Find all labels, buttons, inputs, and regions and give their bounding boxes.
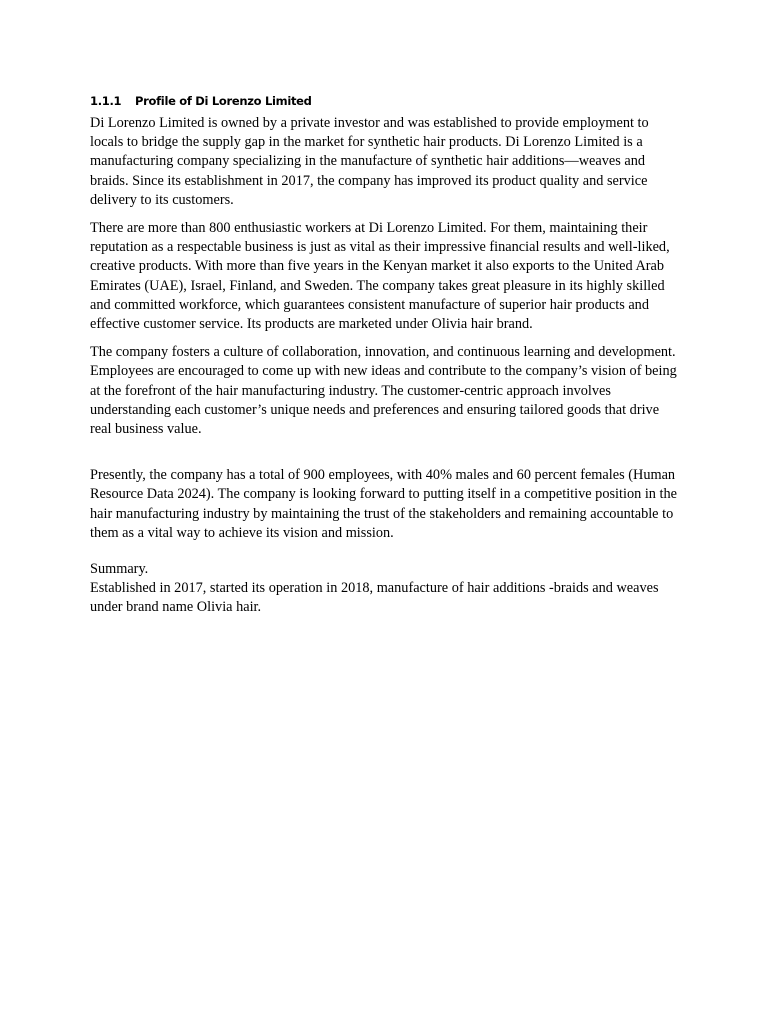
- section-title: Profile of Di Lorenzo Limited: [135, 94, 312, 108]
- paragraph-intro: Di Lorenzo Limited is owned by a private investor and was established to provide employment to locals to bridge the supply gap in the market for synthetic hair products. Di Lorenzo Limited is a manufacturing company specializing in the manufacture of synthetic hair additions—weaves and braids. Since its establishment in 2017, the company has improved its product quality and service delivery to its customers.: [90, 115, 649, 208]
- summary-block: [90, 560, 682, 618]
- paragraph-workforce: There are more than 800 enthusiastic workers at Di Lorenzo Limited. For them, maintaining their reputation as a respectable business is just as vital as their impressive financial results and well-liked, creative products. With more than five years in the Kenyan market it also exports to the United Arab Emirates (UAE), Israel, Finland, and Sweden. The company takes great pleasure in its highly skilled and committed workforce, which guarantees consistent manufacture of superior hair products and effective customer service. Its products are marketed under Olivia hair brand.: [90, 220, 670, 333]
- summary-title: Summary.: [90, 561, 149, 578]
- section-number: 1.1.1: [90, 94, 122, 108]
- paragraph-employees: Presently, the company has a total of 900 employees, with 40% males and 60 percent females (Human Resource Data 2024). The company is looking forward to putting itself in a competitive position in the hair manufacturing industry by maintaining the trust of the stakeholders and remaining accountable to them as a vital way to achieve its vision and mission.: [90, 467, 677, 541]
- section-heading: [90, 92, 682, 110]
- document-body: [90, 92, 682, 618]
- paragraph-culture: The company fosters a culture of collaboration, innovation, and continuous learning and development. Employees are encouraged to come up with new ideas and contribute to the company’s vision of being at the forefront of the hair manufacturing industry. The customer-centric approach involves understanding each customer’s unique needs and preferences and ensuring tailored goods that drive real business value.: [90, 344, 677, 438]
- summary-text: Established in 2017, started its operation in 2018, manufacture of hair additions -braids and weaves under brand name Olivia hair.: [90, 580, 659, 616]
